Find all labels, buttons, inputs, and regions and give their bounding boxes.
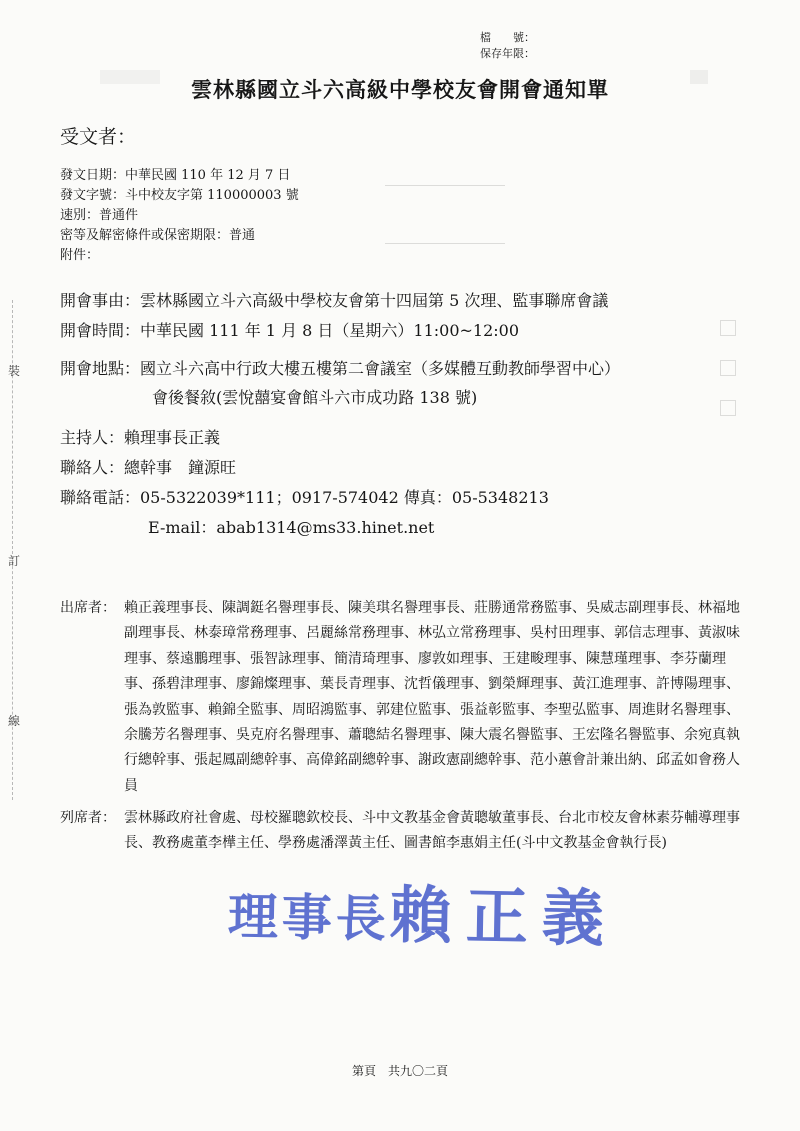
speed-class: 速別：普通件 — [60, 208, 139, 223]
confidentiality: 密等及解密條件或保密期限：普通 — [60, 228, 256, 243]
page-footer: 第頁 共九〇二頁 — [351, 1064, 448, 1078]
attendees-block — [60, 596, 750, 799]
file-number-label: 檔 號： — [480, 31, 535, 44]
attendees-label: 出席者： — [60, 600, 116, 616]
issue-number: 發文字號：斗中校友字第 110000003 號 — [60, 188, 299, 203]
meeting-location: 開會地點：國立斗六高中行政大樓五樓第二會議室（多媒體互動教師學習中心） — [60, 359, 621, 378]
attendees-list: 賴正義理事長、陳調鋌名譽理事長、陳美琪名譽理事長、莊勝通常務監事、吳威志副理事長、林福地副理事長、林泰璋常務理事、呂麗絲常務理事、林弘立常務理事、吳村田理事、郭信志理事、黃淑味理事、蔡遠鵬理事、張智詠理事、簡清琦理事、廖敦如理事、王建畯理事、陳慧瑾理事、李芬蘭理事、孫碧津理事、廖錦燦理事、葉長青理事、沈哲儀理事、劉榮輝理事、黃江進理事、許博陽理事、張為敦監事、賴錦全監事、周昭鴻監事、郭建位監事、張益彰監事、李聖弘監事、周進財名譽理事、余騰芳名譽理事、吳克府名譽理事、蕭聰結名譽理事、陳大震名譽監事、王宏隆名譽監事、余宛真執行總幹事、張起鳳副總幹事、高偉銘副總幹事、謝政憲副總幹事、范小蕙會計兼出納、邱孟如會務人員 — [124, 600, 740, 794]
show-through-line — [385, 243, 505, 244]
margin-mark-staple: 訂 — [8, 554, 21, 568]
show-through-box — [720, 400, 736, 416]
show-through-box — [720, 360, 736, 376]
margin-mark-bind: 裝 — [8, 364, 21, 378]
margin-mark-line: 線 — [8, 714, 21, 728]
contact-email: E-mail：abab1314@ms33.hinet.net — [148, 518, 435, 537]
meeting-time: 開會時間：中華民國 111 年 1 月 8 日（星期六）11:00~12:00 — [60, 321, 520, 340]
show-through-box — [720, 320, 736, 336]
retention-label: 保存年限： — [480, 47, 535, 60]
document-title: 雲林縣國立斗六高級中學校友會開會通知單 — [191, 77, 609, 102]
contact-phone: 聯絡電話：05-5322039*111；0917-574042 傳真：05-5348213 — [60, 488, 549, 507]
show-through-line — [385, 185, 505, 186]
contact-person: 聯絡人：總幹事 鐘源旺 — [60, 458, 237, 477]
meeting-subject: 開會事由：雲林縣國立斗六高級中學校友會第十四屆第 5 次理、監事聯席會議 — [60, 291, 609, 310]
observers-list: 雲林縣政府社會處、母校羅聰欽校長、斗中文教基金會黃聰敏董事長、台北市校友會林素芬輔導理事長、教務處董李樺主任、學務處潘澤黃主任、圖書館李惠娟主任(斗中文教基金會執行長) — [124, 810, 740, 852]
host: 主持人：賴理事長正義 — [60, 428, 221, 447]
recipient-label: 受文者： — [60, 126, 137, 148]
observers-label: 列席者： — [60, 810, 116, 826]
meeting-dinner: 會後餐敘(雲悅囍宴會館斗六市成功路 138 號) — [152, 388, 478, 407]
observers-block — [60, 806, 750, 857]
chairman-stamp — [227, 863, 619, 959]
stamp-title: 理事長 — [227, 886, 391, 949]
issue-date: 發文日期：中華民國 110 年 12 月 7 日 — [60, 168, 291, 183]
attachments: 附件： — [60, 248, 100, 263]
stamp-name: 賴正義 — [389, 878, 619, 956]
